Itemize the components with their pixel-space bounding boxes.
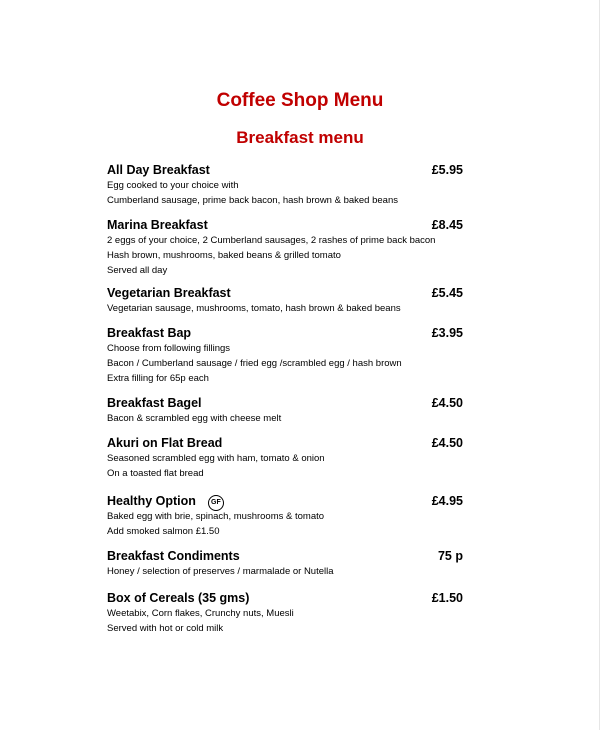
menu-item <box>107 548 467 579</box>
menu-item <box>107 162 467 208</box>
item-description-line: Hash brown, mushrooms, baked beans & grilled tomato <box>107 250 341 261</box>
item-description-line: Seasoned scrambled egg with ham, tomato & onion <box>107 453 325 464</box>
menu-item <box>107 285 467 316</box>
item-name: Breakfast Condiments <box>107 549 240 563</box>
item-description-line: On a toasted flat bread <box>107 468 204 479</box>
item-description-line: Egg cooked to your choice with <box>107 180 239 191</box>
item-description-line: Baked egg with brie, spinach, mushrooms & tomato <box>107 511 325 522</box>
item-price: £8.45 <box>431 218 463 232</box>
item-name: Vegetarian Breakfast <box>107 286 231 300</box>
item-price: £4.50 <box>431 436 463 450</box>
item-name: Marina Breakfast <box>107 218 208 232</box>
item-description-line: Choose from following fillings <box>107 343 231 354</box>
menu-item <box>107 590 467 636</box>
menu-item <box>107 435 467 481</box>
item-description-line: Add smoked salmon £1.50 <box>107 526 220 537</box>
item-price: £3.95 <box>431 326 463 340</box>
item-price: £5.95 <box>431 163 463 177</box>
item-name-row <box>107 493 467 509</box>
item-name: Box of Cereals (35 gms) <box>107 591 250 605</box>
item-description-line: Served with hot or cold milk <box>107 623 224 634</box>
item-description-line: Extra filling for 65p each <box>107 373 209 384</box>
menu-item <box>107 493 467 539</box>
item-name: Breakfast Bap <box>107 326 192 340</box>
item-description-line: Bacon & scrambled egg with cheese melt <box>107 413 282 424</box>
menu-item <box>107 217 467 278</box>
item-price: 75 p <box>437 549 463 563</box>
item-description-line: Bacon / Cumberland sausage / fried egg /scrambled egg / hash brown <box>107 358 402 369</box>
item-price: £4.95 <box>431 494 463 508</box>
section-title: Breakfast menu <box>236 128 364 147</box>
item-name: Healthy Option <box>107 494 196 508</box>
gluten-free-icon: GF <box>208 495 224 511</box>
item-description-line: Vegetarian sausage, mushrooms, tomato, hash brown & baked beans <box>107 303 401 314</box>
menu-item <box>107 325 467 386</box>
item-name: Breakfast Bagel <box>107 396 202 410</box>
item-price: £1.50 <box>431 591 463 605</box>
menu-item <box>107 395 467 426</box>
item-description-line: Served all day <box>107 265 168 276</box>
item-name: All Day Breakfast <box>107 163 210 177</box>
item-description-line: Honey / selection of preserves / marmalade or Nutella <box>107 566 334 577</box>
item-description-line: Cumberland sausage, prime back bacon, hash brown & baked beans <box>107 195 398 206</box>
item-name: Akuri on Flat Bread <box>107 436 223 450</box>
page-title: Coffee Shop Menu <box>216 90 384 111</box>
item-description-line: Weetabix, Corn flakes, Crunchy nuts, Muesli <box>107 608 294 619</box>
item-price: £5.45 <box>431 286 463 300</box>
item-price: £4.50 <box>431 396 463 410</box>
item-description-line: 2 eggs of your choice, 2 Cumberland sausages, 2 rashes of prime back bacon <box>107 235 436 246</box>
